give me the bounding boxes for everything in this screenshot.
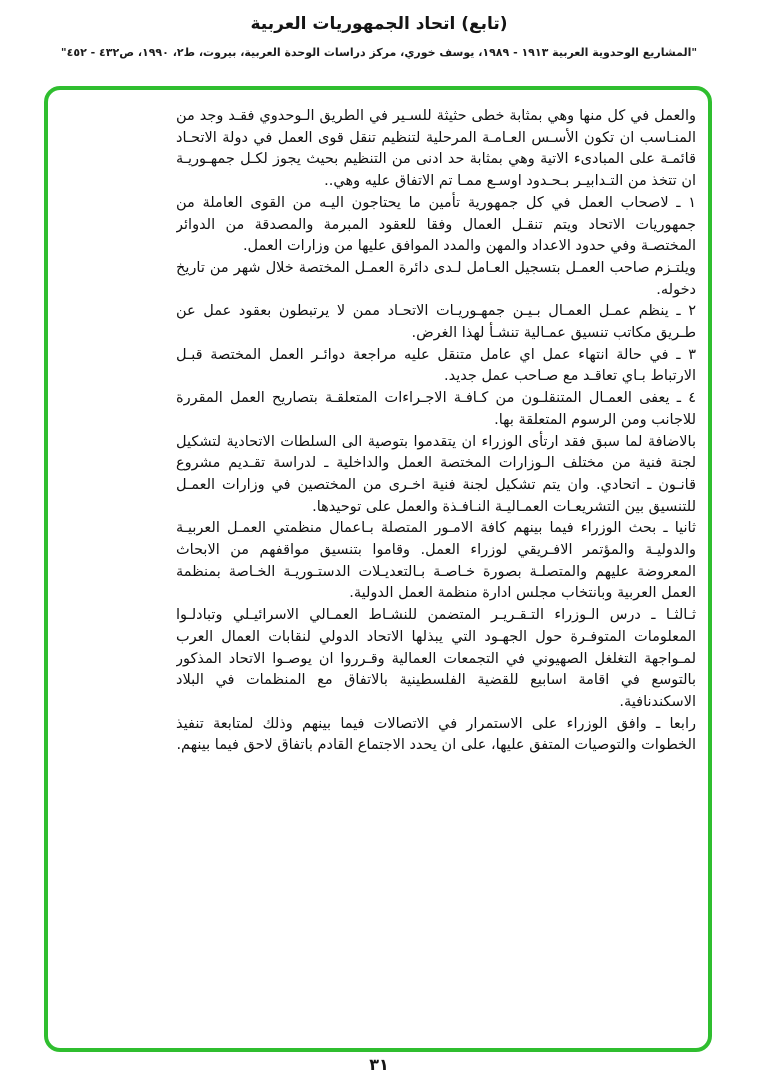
paragraph: ٤ ـ يعفى العمـال المتنقلـون من كـافـة الاجـراءات المتعلقـة بتصاريح العمل المقررة للاجانب ومن الرسوم المتعلقة بها.: [176, 390, 696, 428]
paragraph: ثـالثـا ـ درس الـوزراء التـقـريـر المتضمن للنشـاط العمـالي الاسرائيـلي وتبادلـوا المعلومات المتوفـرة حول الجهـود التي يبذلها الاتحاد الدولي لنقابات العمال العرب لمـواجهة التغلغل الصهيوني في التجمعات العمالية وقـرروا ان يوصـوا الاتحاد المذكور بالتوسع في اقامة اسابيع للقضية الفلسطينية بالاتفاق مع المنظمات في البلاد الاسكندنافية.: [176, 607, 696, 710]
paragraph: رابعا ـ وافق الوزراء على الاستمرار في الاتصالات فيما بينهم وذلك لمتابعة تنفيذ الخطوات والتوصيات المتفق عليها، على ان يحدد الاجتماع القادم باتفاق لاحق فيما بينهم.: [176, 715, 696, 754]
paragraph: ويلتـزم صاحب العمـل بتسجيل العـامل لـدى دائرة العمـل المختصة خلال شهر من تاريخ دخوله.: [176, 259, 696, 298]
page-number: ٣١: [369, 1055, 389, 1074]
paragraph: ٢ ـ ينظم عمـل العمـال بـيـن جمهـوريـات الاتحـاد ممن لا يرتبطون بعقود عمل عن طـريق مكاتب تنسيق عمـالية تنشـأ لهذا الغرض.: [176, 303, 696, 342]
citation-line: "المشاريع الوحدوية العربية ١٩١٣ - ١٩٨٩، يوسف خوري، مركز دراسات الوحدة العربية، بيروت، ط٢، ١٩٩٠، ص٤٣٢ - ٤٥٢": [60, 46, 698, 59]
paragraph: بالاضافة لما سبق فقد ارتأى الوزراء ان يتقدموا بتوصية الى السلطات الاتحادية لتشكيل لجنة فنية من مختلف الـوزارات المختصة العمل والداخلية ـ لدراسة تقـديم مشروع قانـون ـ اتحادي. وان يتم تشكيل لجنة فنية اخـرى من المختصين في وزارات العمـل للتنسيق بين التشريعـات العمـاليـة النـافـذة والعمل على توحيدها.: [176, 433, 696, 515]
paragraph: ١ ـ لاصحاب العمل في كل جمهورية تأمين ما يحتاجون اليـه من القوى العاملة من جمهوريات الاتحاد ويتم تنقـل العمال وفقا للعقود المبرمة والمصدقة من الدوائر المختصـة وفي حدود الاعداد والمهن والمدد الموافق عليها من وزارات العمل.: [176, 194, 696, 255]
document-text-block: [176, 106, 696, 1038]
green-border-frame: [44, 86, 712, 1052]
paragraph: ٣ ـ في حالة انتهاء عمل اي عامل متنقل عليه مراجعة دوائـر العمل المختصة قبـل الارتباط بـاي تعاقـد مع صـاحب عمل جديد.: [176, 346, 696, 385]
paragraph: ثانيا ـ بحث الوزراء فيما بينهم كافة الامـور المتصلة بـاعمال منظمتي العمـل العربيـة والدوليـة والمؤتمر الافـريقي لوزراء العمل. وقاموا بتنسيق مواقفهم من الابحاث المعروضة عليهم والمتصلـة بصورة خـاصـة بـالتعديـلات الدستـوريـة الخـاصة بمنظمة العمل العربية وبانتخاب مجلس ادارة منظمة العمل الدولية.: [176, 520, 696, 602]
paragraph: والعمل في كل منها وهي بمثابة خطى حثيثة للسـير في الطريق الـوحدوي فقـد وجد من المنـاسب ان تكون الأسـس العـامـة المرحلية لتنظيم تنقل قوى العمل في دولة الاتحـاد قائمـة على المبادىء الاتية وهي بمثابة حد ادنى من التنظيم بحيث يجوز لكـل جمهـوريـة ان تتخذ من التـدابيـر بـحـدود اوسـع ممـا تم الاتفاق عليه وهي..: [176, 108, 696, 190]
page-title: (تابع) اتحاد الجمهوريات العربية: [250, 14, 508, 34]
